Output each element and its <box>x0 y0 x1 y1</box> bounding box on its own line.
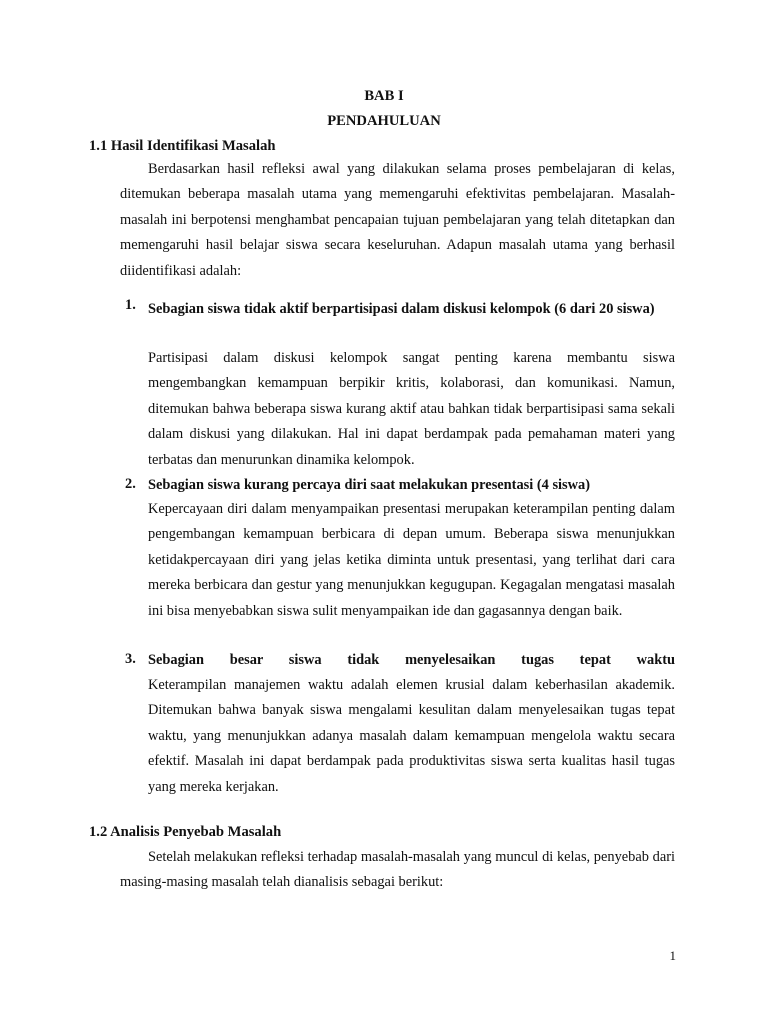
list-item-2-number: 2. <box>125 476 136 492</box>
page-number: 1 <box>669 948 676 963</box>
section-1-heading: 1.1 Hasil Identifikasi Masalah <box>89 138 276 154</box>
list-item-2-title: Sebagian siswa kurang percaya diri saat melakukan presentasi (4 siswa) <box>148 477 591 493</box>
list-item-3-title: Sebagian besar siswa tidak menyelesaikan tugas tepat waktu <box>148 652 675 668</box>
list-item-2-body: Kepercayaan diri dalam menyampaikan presentasi merupakan keterampilan penting dalam pengembangan kemampuan berbicara di depan umum. Beberapa siswa menunjukkan ketidakpercayaan diri yang jelas ketika diminta untuk presentasi, yang terlihat dari cara mereka berbicara dan gestur yang menunjukkan kegugupan. Kegagalan mengatasi masalah ini bisa menyebabkan siswa sulit menyampaikan ide dan gagasannya dengan baik. <box>148 501 675 619</box>
chapter-title: PENDAHULUAN <box>327 113 441 129</box>
section-1-intro <box>120 157 675 284</box>
list-item-3-body: Keterampilan manajemen waktu adalah elemen krusial dalam keberhasilan akademik. Ditemukan bahwa banyak siswa mengalami kesulitan dalam menyelesaikan tugas tepat waktu, yang menunjukkan adanya masalah dalam kemampuan mengelola waktu secara efektif. Masalah ini dapat berdampak pada produktivitas siswa serta kualitas hasil tugas yang mereka kerjakan. <box>148 677 675 795</box>
section-2-intro-text: Setelah melakukan refleksi terhadap masalah-masalah yang muncul di kelas, penyebab dari masing-masing masalah telah dianalisis sebagai berikut: <box>120 849 675 891</box>
chapter-label: BAB I <box>364 88 404 104</box>
list-item-3-number: 3. <box>125 651 136 667</box>
list-item-1-body: Partisipasi dalam diskusi kelompok sangat penting karena membantu siswa mengembangkan kemampuan berpikir kritis, kolaborasi, dan komunikasi. Namun, ditemukan bahwa beberapa siswa kurang aktif atau bahkan tidak berpartisipasi sama sekali dalam diskusi yang dilakukan. Hal ini dapat berdampak pada pemahaman materi yang terbatas dan menurunkan dinamika kelompok. <box>148 350 675 468</box>
section-1-intro-text: Berdasarkan hasil refleksi awal yang dilakukan selama proses pembelajaran di kelas, ditemukan beberapa masalah utama yang memengaruhi efektivitas pembelajaran. Masalah-masalah ini berpotensi menghambat pencapaian tujuan pembelajaran yang telah ditetapkan dan memengaruhi hasil belajar siswa secara keseluruhan. Adapun masalah utama yang berhasil diidentifikasi adalah: <box>120 161 675 279</box>
list-item-1-number: 1. <box>125 297 136 313</box>
section-2-heading: 1.2 Analisis Penyebab Masalah <box>89 824 282 840</box>
section-2-intro <box>120 845 675 896</box>
list-item-1-title: Sebagian siswa tidak aktif berpartisipasi dalam diskusi kelompok (6 dari 20 siswa) <box>148 301 655 317</box>
